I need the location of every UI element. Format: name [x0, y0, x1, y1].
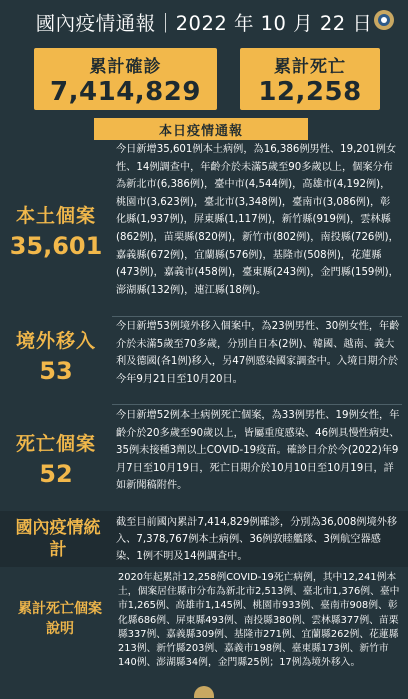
domestic-statistics-heading: 國內疫情統計 [15, 518, 101, 560]
death-cases-heading: 死亡個案 [15, 433, 96, 455]
death-cases-heading-block [0, 429, 112, 488]
page-header [0, 0, 408, 44]
page-title: 國內疫情通報｜2022 年 10 月 22 日 [35, 12, 373, 35]
death-cases-text: 今日新增52例本土病例死亡個案，為33例男性、19例女性，年齡介於20多歲至90歲以上，皆屬重度感染、46例具慢性病史、35例未接種3劑以上COVID-19疫苗。確診日介於今(2022)年9月7日至10月19日，死亡日期介於10月10日至10月19日，詳如新聞稿附件。 [116, 410, 400, 492]
cumulative-death-heading-line1: 累計死亡個案 [18, 601, 102, 617]
domestic-statistics-text: 截至目前國內累計7,414,829例確診，分別為36,008例境外移入、7,378,767例本土病例、36例敦睦艦隊、3例航空器感染、1例不明及14例調查中。 [116, 517, 398, 562]
divider [112, 404, 402, 405]
today-report-banner: 本日疫情通報 [94, 118, 308, 140]
imported-cases-heading-block [0, 326, 112, 385]
domestic-statistics-section [0, 511, 408, 567]
local-cases-text: 今日新增35,601例本土病例，為16,386例男性、19,201例女性、14例調查中，年齡介於未滿5歲至90多歲以上，個案分布為新北市(6,386例)，臺中市(4,544例)，高雄市(4,192例)，桃園市(3,623例)，臺北市(3,348例)，臺南市(3,086例)，彰化縣(1,937例)，屏東縣(1,117例)，新竹縣(919例)，雲林縣(862例)，苗栗縣(820例)，新竹市(802例)，南投縣(726例)，嘉義縣(672例)，宜蘭縣(576例)，基隆市(508例)，花蓮縣(473例)，嘉義市(458例)，臺東縣(243例)，金門縣(159例)，澎湖縣(132例)，連江縣(18例)。 [116, 144, 399, 296]
imported-cases-heading: 境外移入 [15, 330, 96, 352]
local-cases-heading-block [0, 201, 112, 260]
cumulative-death-heading [6, 599, 114, 639]
imported-cases-count: 53 [39, 357, 73, 385]
divider [112, 316, 402, 317]
imported-cases-text: 今日新增53例境外移入個案中，為23例男性、30例女性，年齡介於未滿5歲至70多歲，分別自日本(2例)、韓國、越南、義大利及德國(各1例)移入，另47例感染國家調查中。入境日期介於今年9月21日至10月20日。 [116, 321, 400, 385]
cumulative-death-heading-line2: 說明 [46, 621, 74, 637]
taiwan-cdc-seal-icon [374, 10, 394, 30]
cumulative-cases-label: 累計確診 [89, 57, 162, 77]
cumulative-deaths-value: 12,258 [258, 77, 362, 107]
local-cases-count: 35,601 [9, 232, 103, 260]
local-cases-heading: 本土個案 [15, 205, 96, 227]
cumulative-cases-box [34, 48, 217, 110]
cumulative-deaths-box [240, 48, 380, 110]
cumulative-death-section [0, 569, 408, 699]
summary-stats [0, 48, 408, 118]
cumulative-deaths-label: 累計死亡 [274, 57, 346, 77]
cumulative-death-text: 2020年起累計12,258例COVID-19死亡病例，其中12,241例本土，個案居住縣市分布為新北市2,513例、臺北市1,376例、臺中市1,265例、高雄市1,145例、桃園市933例、臺南市908例、彰化縣686例、屏東縣493例、南投縣380例、雲林縣377例、苗栗縣337例、嘉義縣309例、基隆市271例、宜蘭縣262例、花蓮縣213例、新竹縣203例、嘉義市198例、臺東縣173例、新竹市140例、澎湖縣34例，金門縣25例；17例為境外移入。 [118, 572, 400, 669]
death-cases-count: 52 [39, 460, 73, 488]
cumulative-cases-value: 7,414,829 [50, 77, 201, 107]
